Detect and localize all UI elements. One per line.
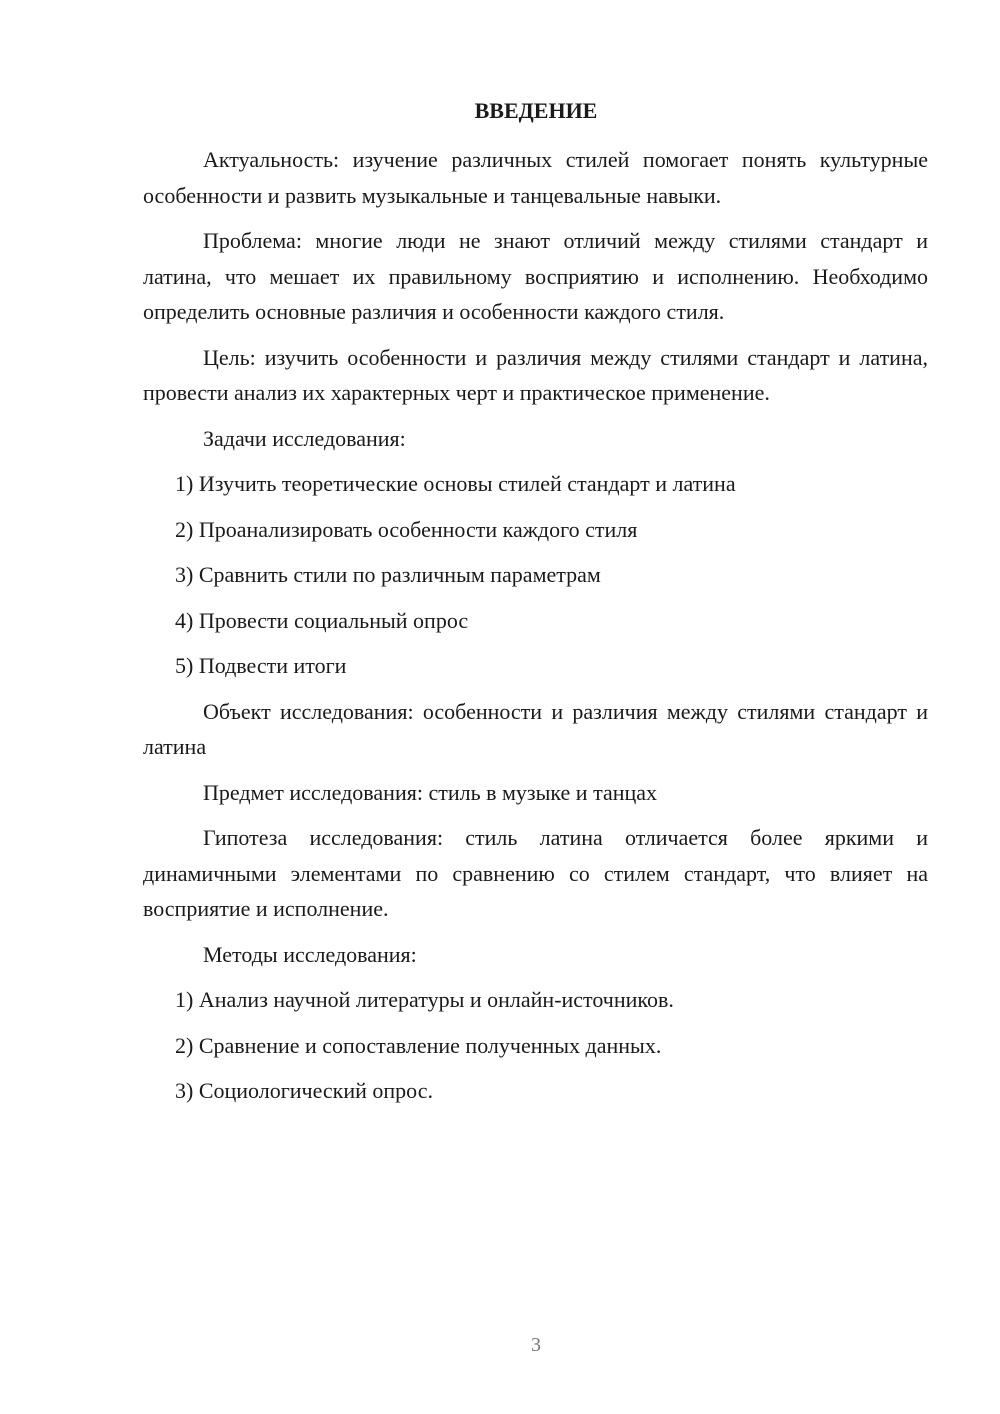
task-item: 1) Изучить теоретические основы стилей стандарт и латина [175, 471, 736, 496]
page-title: ВВЕДЕНИЕ [474, 98, 598, 123]
task-item: 5) Подвести итоги [175, 653, 347, 678]
task-item: 4) Провести социальный опрос [175, 607, 469, 633]
tasks-heading: Задачи исследования: [203, 425, 406, 451]
document-body [143, 142, 928, 1119]
goal-paragraph: Цель: изучить особенности и различия между стилями стандарт и латина, провести анализ их характерных черт и практическое применение. [143, 344, 928, 405]
problem-paragraph: Проблема: многие люди не знают отличий между стилями стандарт и латина, что мешает их правильному восприятию и исполнению. Необходимо определить основные различия и особенности каждого стиля. [143, 228, 928, 324]
relevance-paragraph: Актуальность: изучение различных стилей помогает понять культурные особенности и развить музыкальные и танцевальные навыки. [143, 147, 928, 208]
object-paragraph: Объект исследования: особенности и различия между стилями стандарт и латина [143, 698, 928, 759]
task-item: 3) Сравнить стили по различным параметрам [175, 562, 601, 587]
method-item: 2) Сравнение и сопоставление полученных данных. [175, 1032, 662, 1058]
method-item: 3) Социологический опрос. [175, 1078, 433, 1103]
subject-paragraph: Предмет исследования: стиль в музыке и танцах [203, 779, 658, 805]
hypothesis-paragraph: Гипотеза исследования: стиль латина отличается более яркими и динамичными элементами по сравнению со стилем стандарт, что влияет на восприятие и исполнение. [143, 825, 928, 921]
task-item: 2) Проанализировать особенности каждого стиля [175, 516, 638, 542]
methods-heading: Методы исследования: [203, 941, 417, 967]
page-number: 3 [531, 1334, 541, 1356]
method-item: 1) Анализ научной литературы и онлайн-источников. [175, 987, 674, 1012]
